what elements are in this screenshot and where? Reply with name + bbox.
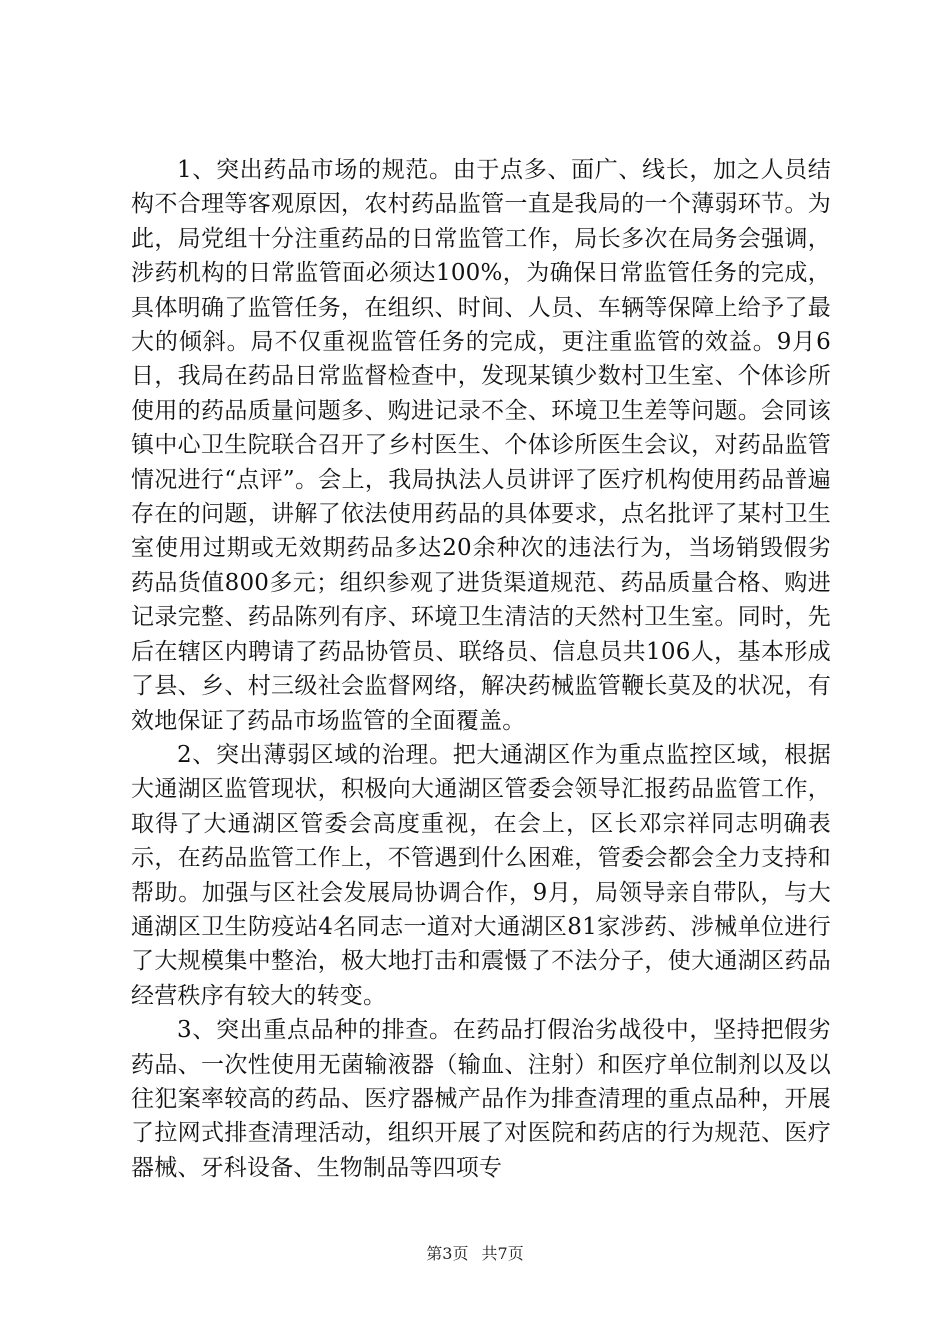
page-number: 第3页 — [426, 1244, 469, 1263]
paragraph-key-variety-inspection: 3、突出重点品种的排查。在药品打假治劣战役中，坚持把假劣药品、一次性使用无菌输液器（输血、注射）和医疗单位制剂以及以往犯案率较高的药品、医疗器械产品作为排查清理的重点品种，开展了拉网式排查清理活动，组织开展了对医院和药店的行为规范、医疗器械、牙科设备、生物制品等四项专 — [131, 1017, 831, 1181]
paragraph-weak-area-governance: 2、突出薄弱区域的治理。把大通湖区作为重点监控区域，根据大通湖区监管现状，积极向大通湖区管委会领导汇报药品监管工作，取得了大通湖区管委会高度重视，在会上，区长邓宗祥同志明确表示，在药品监管工作上，不管遇到什么困难，管委会都会全力支持和帮助。加强与区社会发展局协调合作，9月，局领导亲自带队，与大通湖区卫生防疫站4名同志一道对大通湖区81家涉药、涉械单位进行了大规模集中整治，极大地打击和震慑了不法分子，使大通湖区药品经营秩序有较大的转变。 — [131, 741, 831, 1009]
page-total: 共7页 — [481, 1244, 524, 1263]
paragraph-market-regulation: 1、突出药品市场的规范。由于点多、面广、线长，加之人员结构不合理等客观原因，农村药品监管一直是我局的一个薄弱环节。为此，局党组十分注重药品的日常监管工作，局长多次在局务会强调，涉药机构的日常监管面必须达100%，为确保日常监管任务的完成，具体明确了监管任务，在组织、时间、人员、车辆等保障上给予了最大的倾斜。局不仅重视监管任务的完成，更注重监管的效益。9月6日，我局在药品日常监督检查中，发现某镇少数村卫生室、个体诊所使用的药品质量问题多、购进记录不全、环境卫生差等问题。会同该镇中心卫生院联合召开了乡村医生、个体诊所医生会议，对药品监管情况进行“点评”。会上，我局执法人员讲评了医疗机构使用药品普遍存在的问题，讲解了依法使用药品的具体要求，点名批评了某村卫生室使用过期或无效期药品多达20余种次的违法行为，当场销毁假劣药品货值800多元；组织参观了进货渠道规范、药品质量合格、购进记录完整、药品陈列有序、环境卫生清洁的天然村卫生室。同时，先后在辖区内聘请了药品协管员、联络员、信息员共106人，基本形成了县、乡、村三级社会监督网络，解决药械监管鞭长莫及的状况，有效地保证了药品市场监管的全面覆盖。 — [131, 157, 831, 734]
document-body — [131, 153, 831, 1185]
page-footer — [0, 1244, 950, 1264]
